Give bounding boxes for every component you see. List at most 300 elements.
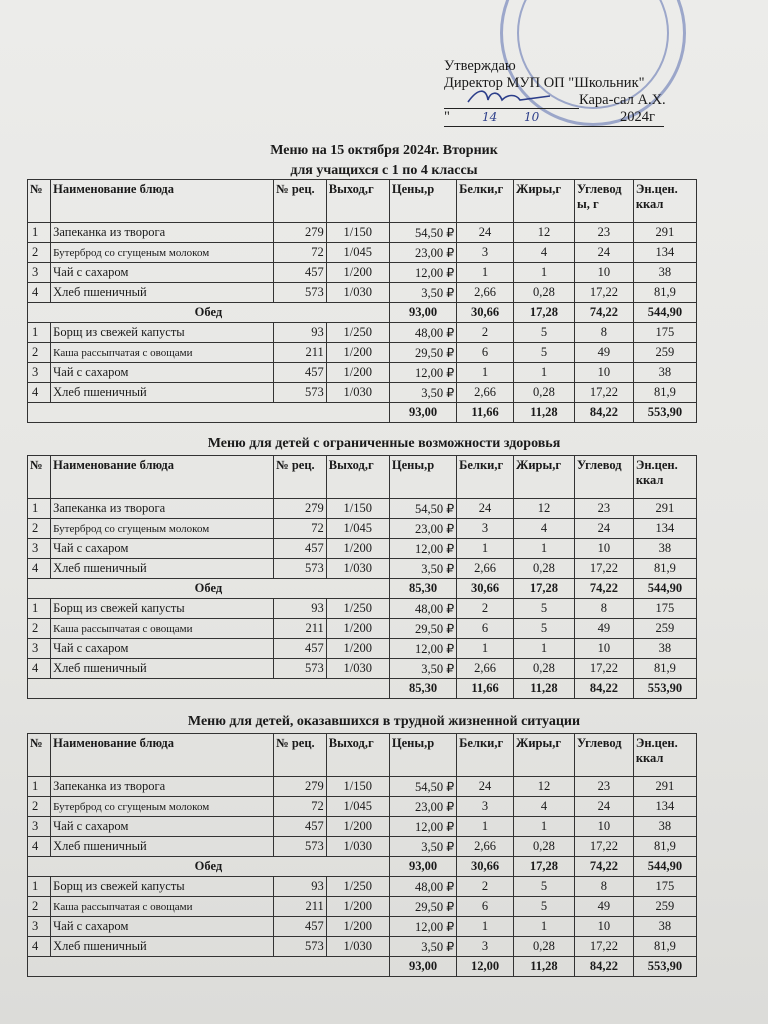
header-recipe: № рец. [274, 180, 327, 223]
row-number: 3 [28, 363, 51, 383]
table-row [28, 897, 697, 917]
energy: 134 [633, 519, 696, 539]
table-row [28, 383, 697, 403]
portion-output: 1/200 [326, 539, 389, 559]
dish-name: Бутерброд со сгущеным молоком [51, 243, 274, 263]
portion-output: 1/200 [326, 343, 389, 363]
header-name: Наименование блюда [51, 734, 274, 777]
price: 3,50 ₽ [389, 383, 456, 403]
recipe-number: 279 [274, 777, 327, 797]
fat: 0,28 [513, 659, 574, 679]
portion-output: 1/250 [326, 877, 389, 897]
breakfast-total-row [28, 857, 697, 877]
fat: 1 [513, 639, 574, 659]
protein: 24 [457, 223, 514, 243]
row-number: 4 [28, 383, 51, 403]
total-protein: 12,00 [457, 957, 514, 977]
header-recipe: № рец. [274, 456, 327, 499]
table-row [28, 817, 697, 837]
total-label: Обед [28, 857, 390, 877]
row-number: 4 [28, 659, 51, 679]
energy: 81,9 [633, 837, 696, 857]
carbs: 10 [574, 363, 633, 383]
price: 54,50 ₽ [389, 777, 456, 797]
row-number: 1 [28, 223, 51, 243]
header-protein: Белки,г [457, 180, 514, 223]
table-row [28, 283, 697, 303]
dish-name: Запеканка из творога [51, 777, 274, 797]
dish-name: Бутерброд со сгущеным молоком [51, 797, 274, 817]
dish-name: Каша рассыпчатая с овощами [51, 897, 274, 917]
price: 23,00 ₽ [389, 797, 456, 817]
total-carbs: 84,22 [574, 957, 633, 977]
dish-name: Бутерброд со сгущеным молоком [51, 519, 274, 539]
total-label-empty [28, 957, 390, 977]
dish-name: Каша рассыпчатая с овощами [51, 343, 274, 363]
header-energy [633, 734, 696, 777]
lunch-total-row [28, 403, 697, 423]
energy: 81,9 [633, 283, 696, 303]
row-number: 1 [28, 777, 51, 797]
dish-name: Хлеб пшеничный [51, 659, 274, 679]
menu-table-2 [27, 455, 697, 699]
energy: 134 [633, 243, 696, 263]
table-row [28, 263, 697, 283]
header-carbs [574, 734, 633, 777]
energy: 81,9 [633, 659, 696, 679]
dish-name: Чай с сахаром [51, 817, 274, 837]
total-label: Обед [28, 303, 390, 323]
protein: 24 [457, 499, 514, 519]
recipe-number: 457 [274, 539, 327, 559]
price: 48,00 ₽ [389, 323, 456, 343]
fat: 5 [513, 897, 574, 917]
header-energy-line2: ккал [635, 751, 664, 765]
price: 12,00 ₽ [389, 639, 456, 659]
portion-output: 1/030 [326, 383, 389, 403]
protein: 2,66 [457, 659, 514, 679]
protein: 2 [457, 877, 514, 897]
price: 12,00 ₽ [389, 917, 456, 937]
protein: 1 [457, 917, 514, 937]
recipe-number: 573 [274, 837, 327, 857]
recipe-number: 93 [274, 599, 327, 619]
carbs: 10 [574, 263, 633, 283]
table-header-row [28, 456, 697, 499]
energy: 291 [633, 499, 696, 519]
energy: 38 [633, 817, 696, 837]
table-row [28, 539, 697, 559]
price: 3,50 ₽ [389, 837, 456, 857]
table-row [28, 639, 697, 659]
price: 3,50 ₽ [389, 659, 456, 679]
energy: 38 [633, 263, 696, 283]
total-protein: 30,66 [457, 579, 514, 599]
carbs: 17,22 [574, 837, 633, 857]
carbs: 24 [574, 519, 633, 539]
total-price: 93,00 [389, 857, 456, 877]
row-number: 2 [28, 619, 51, 639]
date-quote: " [444, 109, 450, 125]
price: 23,00 ₽ [389, 243, 456, 263]
fat: 5 [513, 877, 574, 897]
menu-table-1 [27, 179, 697, 423]
energy: 175 [633, 323, 696, 343]
fat: 4 [513, 243, 574, 263]
total-price: 93,00 [389, 403, 456, 423]
table-row [28, 659, 697, 679]
recipe-number: 573 [274, 383, 327, 403]
total-fat: 17,28 [513, 303, 574, 323]
carbs: 10 [574, 639, 633, 659]
protein: 2,66 [457, 283, 514, 303]
protein: 1 [457, 363, 514, 383]
portion-output: 1/200 [326, 917, 389, 937]
fat: 5 [513, 323, 574, 343]
dish-name: Хлеб пшеничный [51, 837, 274, 857]
total-energy: 544,90 [633, 857, 696, 877]
date-year: 2024г [620, 109, 655, 125]
recipe-number: 211 [274, 897, 327, 917]
header-fat: Жиры,г [513, 180, 574, 223]
total-fat: 17,28 [513, 857, 574, 877]
energy: 291 [633, 777, 696, 797]
header-protein: Белки,г [457, 456, 514, 499]
total-carbs: 74,22 [574, 579, 633, 599]
recipe-number: 72 [274, 797, 327, 817]
table-row [28, 363, 697, 383]
row-number: 3 [28, 539, 51, 559]
dish-name: Хлеб пшеничный [51, 383, 274, 403]
recipe-number: 457 [274, 817, 327, 837]
total-energy: 553,90 [633, 957, 696, 977]
header-fat: Жиры,г [513, 734, 574, 777]
row-number: 4 [28, 837, 51, 857]
signature-blank [444, 94, 579, 109]
director-name: Кара-сал А.Х. [579, 92, 666, 108]
carbs: 23 [574, 499, 633, 519]
menu-table-3 [27, 733, 697, 977]
energy: 175 [633, 877, 696, 897]
price: 12,00 ₽ [389, 263, 456, 283]
dish-name: Чай с сахаром [51, 363, 274, 383]
carbs: 23 [574, 223, 633, 243]
total-protein: 11,66 [457, 679, 514, 699]
fat: 1 [513, 817, 574, 837]
row-number: 3 [28, 817, 51, 837]
carbs: 24 [574, 797, 633, 817]
fat: 1 [513, 363, 574, 383]
header-carbs-line1: Углевод [576, 182, 622, 196]
energy: 291 [633, 223, 696, 243]
price: 29,50 ₽ [389, 343, 456, 363]
table-row [28, 599, 697, 619]
recipe-number: 573 [274, 937, 327, 957]
dish-name: Запеканка из творога [51, 223, 274, 243]
row-number: 2 [28, 519, 51, 539]
energy: 38 [633, 639, 696, 659]
carbs: 17,22 [574, 283, 633, 303]
table-row [28, 797, 697, 817]
row-number: 2 [28, 343, 51, 363]
header-carbs [574, 456, 633, 499]
portion-output: 1/045 [326, 797, 389, 817]
header-recipe: № рец. [274, 734, 327, 777]
row-number: 3 [28, 917, 51, 937]
total-carbs: 84,22 [574, 403, 633, 423]
price: 29,50 ₽ [389, 619, 456, 639]
header-carbs [574, 180, 633, 223]
total-price: 85,30 [389, 679, 456, 699]
price: 3,50 ₽ [389, 283, 456, 303]
price: 12,00 ₽ [389, 363, 456, 383]
fat: 12 [513, 777, 574, 797]
menu-title: Меню на 15 октября 2024г. Вторник [270, 143, 498, 158]
table-row [28, 619, 697, 639]
header-energy [633, 456, 696, 499]
portion-output: 1/200 [326, 619, 389, 639]
table-row [28, 917, 697, 937]
protein: 1 [457, 539, 514, 559]
fat: 4 [513, 797, 574, 817]
dish-name: Запеканка из творога [51, 499, 274, 519]
total-fat: 11,28 [513, 679, 574, 699]
date-month: 10 [524, 110, 540, 124]
protein: 2,66 [457, 383, 514, 403]
fat: 0,28 [513, 383, 574, 403]
energy: 81,9 [633, 559, 696, 579]
header-protein: Белки,г [457, 734, 514, 777]
protein: 1 [457, 817, 514, 837]
breakfast-total-row [28, 303, 697, 323]
portion-output: 1/150 [326, 223, 389, 243]
carbs: 10 [574, 539, 633, 559]
table-row [28, 223, 697, 243]
energy: 38 [633, 539, 696, 559]
row-number: 4 [28, 283, 51, 303]
carbs: 49 [574, 897, 633, 917]
energy: 259 [633, 343, 696, 363]
dish-name: Хлеб пшеничный [51, 283, 274, 303]
recipe-number: 573 [274, 659, 327, 679]
recipe-number: 211 [274, 619, 327, 639]
section-2-title: Меню для детей с ограниченные возможности здоровья [207, 436, 561, 451]
menu-subtitle: для учащихся с 1 по 4 классы [290, 163, 478, 178]
protein: 6 [457, 343, 514, 363]
header-energy-line2: ккал [635, 473, 664, 487]
energy: 81,9 [633, 383, 696, 403]
protein: 1 [457, 263, 514, 283]
portion-output: 1/250 [326, 323, 389, 343]
header-energy [633, 180, 696, 223]
total-fat: 11,28 [513, 957, 574, 977]
table-row [28, 499, 697, 519]
row-number: 1 [28, 599, 51, 619]
portion-output: 1/030 [326, 283, 389, 303]
recipe-number: 457 [274, 639, 327, 659]
header-output: Выход,г [326, 456, 389, 499]
portion-output: 1/200 [326, 897, 389, 917]
portion-output: 1/030 [326, 837, 389, 857]
table-row [28, 343, 697, 363]
energy: 81,9 [633, 937, 696, 957]
header-carbs-line1: Углевод [576, 736, 622, 750]
portion-output: 1/250 [326, 599, 389, 619]
fat: 0,28 [513, 283, 574, 303]
energy: 259 [633, 619, 696, 639]
row-number: 4 [28, 937, 51, 957]
dish-name: Хлеб пшеничный [51, 559, 274, 579]
energy: 134 [633, 797, 696, 817]
recipe-number: 72 [274, 519, 327, 539]
row-number: 1 [28, 877, 51, 897]
portion-output: 1/030 [326, 559, 389, 579]
total-protein: 30,66 [457, 303, 514, 323]
recipe-number: 457 [274, 917, 327, 937]
header-price: Цены,р [389, 180, 456, 223]
fat: 5 [513, 619, 574, 639]
protein: 6 [457, 897, 514, 917]
portion-output: 1/150 [326, 777, 389, 797]
recipe-number: 279 [274, 499, 327, 519]
portion-output: 1/200 [326, 817, 389, 837]
header-no: № [28, 734, 51, 777]
energy: 175 [633, 599, 696, 619]
price: 3,50 ₽ [389, 559, 456, 579]
carbs: 49 [574, 619, 633, 639]
table-row [28, 519, 697, 539]
price: 3,50 ₽ [389, 937, 456, 957]
dish-name: Чай с сахаром [51, 639, 274, 659]
dish-name: Борщ из свежей капусты [51, 599, 274, 619]
table-row [28, 877, 697, 897]
portion-output: 1/150 [326, 499, 389, 519]
portion-output: 1/200 [326, 263, 389, 283]
fat: 1 [513, 263, 574, 283]
header-output: Выход,г [326, 734, 389, 777]
total-carbs: 84,22 [574, 679, 633, 699]
approval-line1: Утверждаю [444, 58, 516, 74]
fat: 12 [513, 223, 574, 243]
header-energy-line1: Эн.цен. [635, 458, 678, 472]
table-row [28, 937, 697, 957]
protein: 1 [457, 639, 514, 659]
protein: 3 [457, 797, 514, 817]
energy: 259 [633, 897, 696, 917]
protein: 3 [457, 243, 514, 263]
header-carbs-line1: Углевод [576, 458, 622, 472]
carbs: 8 [574, 599, 633, 619]
recipe-number: 72 [274, 243, 327, 263]
portion-output: 1/045 [326, 243, 389, 263]
portion-output: 1/200 [326, 363, 389, 383]
protein: 2 [457, 599, 514, 619]
price: 48,00 ₽ [389, 877, 456, 897]
total-energy: 553,90 [633, 403, 696, 423]
header-no: № [28, 180, 51, 223]
dish-name: Борщ из свежей капусты [51, 877, 274, 897]
table-row [28, 243, 697, 263]
recipe-number: 457 [274, 263, 327, 283]
total-carbs: 74,22 [574, 857, 633, 877]
protein: 2,66 [457, 837, 514, 857]
table-header-row [28, 734, 697, 777]
dish-name: Хлеб пшеничный [51, 937, 274, 957]
dish-name: Чай с сахаром [51, 917, 274, 937]
header-fat: Жиры,г [513, 456, 574, 499]
protein: 2 [457, 323, 514, 343]
date-day: 14 [482, 110, 498, 124]
approval-date [444, 109, 664, 127]
recipe-number: 211 [274, 343, 327, 363]
header-name: Наименование блюда [51, 180, 274, 223]
table-header-row [28, 180, 697, 223]
total-protein: 11,66 [457, 403, 514, 423]
price: 54,50 ₽ [389, 223, 456, 243]
protein: 3 [457, 519, 514, 539]
carbs: 10 [574, 817, 633, 837]
header-price: Цены,р [389, 456, 456, 499]
header-name: Наименование блюда [51, 456, 274, 499]
protein: 2,66 [457, 559, 514, 579]
row-number: 1 [28, 323, 51, 343]
total-price: 85,30 [389, 579, 456, 599]
price: 29,50 ₽ [389, 897, 456, 917]
portion-output: 1/045 [326, 519, 389, 539]
table-row [28, 837, 697, 857]
recipe-number: 93 [274, 877, 327, 897]
total-energy: 544,90 [633, 303, 696, 323]
energy: 38 [633, 363, 696, 383]
fat: 0,28 [513, 937, 574, 957]
header-energy-line1: Эн.цен. [635, 736, 678, 750]
carbs: 17,22 [574, 659, 633, 679]
section-3-title: Меню для детей, оказавшихся в трудной жизненной ситуации [187, 714, 581, 729]
total-price: 93,00 [389, 303, 456, 323]
header-carbs-line2: ы, г [576, 197, 599, 211]
breakfast-total-row [28, 579, 697, 599]
recipe-number: 573 [274, 283, 327, 303]
protein: 24 [457, 777, 514, 797]
total-protein: 30,66 [457, 857, 514, 877]
recipe-number: 457 [274, 363, 327, 383]
price: 48,00 ₽ [389, 599, 456, 619]
price: 12,00 ₽ [389, 817, 456, 837]
total-energy: 553,90 [633, 679, 696, 699]
row-number: 2 [28, 243, 51, 263]
header-price: Цены,р [389, 734, 456, 777]
total-price: 93,00 [389, 957, 456, 977]
fat: 5 [513, 599, 574, 619]
total-fat: 17,28 [513, 579, 574, 599]
carbs: 8 [574, 323, 633, 343]
row-number: 2 [28, 797, 51, 817]
signature-mark [464, 86, 554, 108]
fat: 4 [513, 519, 574, 539]
approval-block [444, 58, 666, 127]
table-row [28, 559, 697, 579]
carbs: 24 [574, 243, 633, 263]
carbs: 49 [574, 343, 633, 363]
dish-name: Каша рассыпчатая с овощами [51, 619, 274, 639]
row-number: 3 [28, 639, 51, 659]
price: 54,50 ₽ [389, 499, 456, 519]
fat: 1 [513, 539, 574, 559]
lunch-total-row [28, 957, 697, 977]
header-no: № [28, 456, 51, 499]
header-energy-line2: ккал [635, 197, 664, 211]
price: 12,00 ₽ [389, 539, 456, 559]
